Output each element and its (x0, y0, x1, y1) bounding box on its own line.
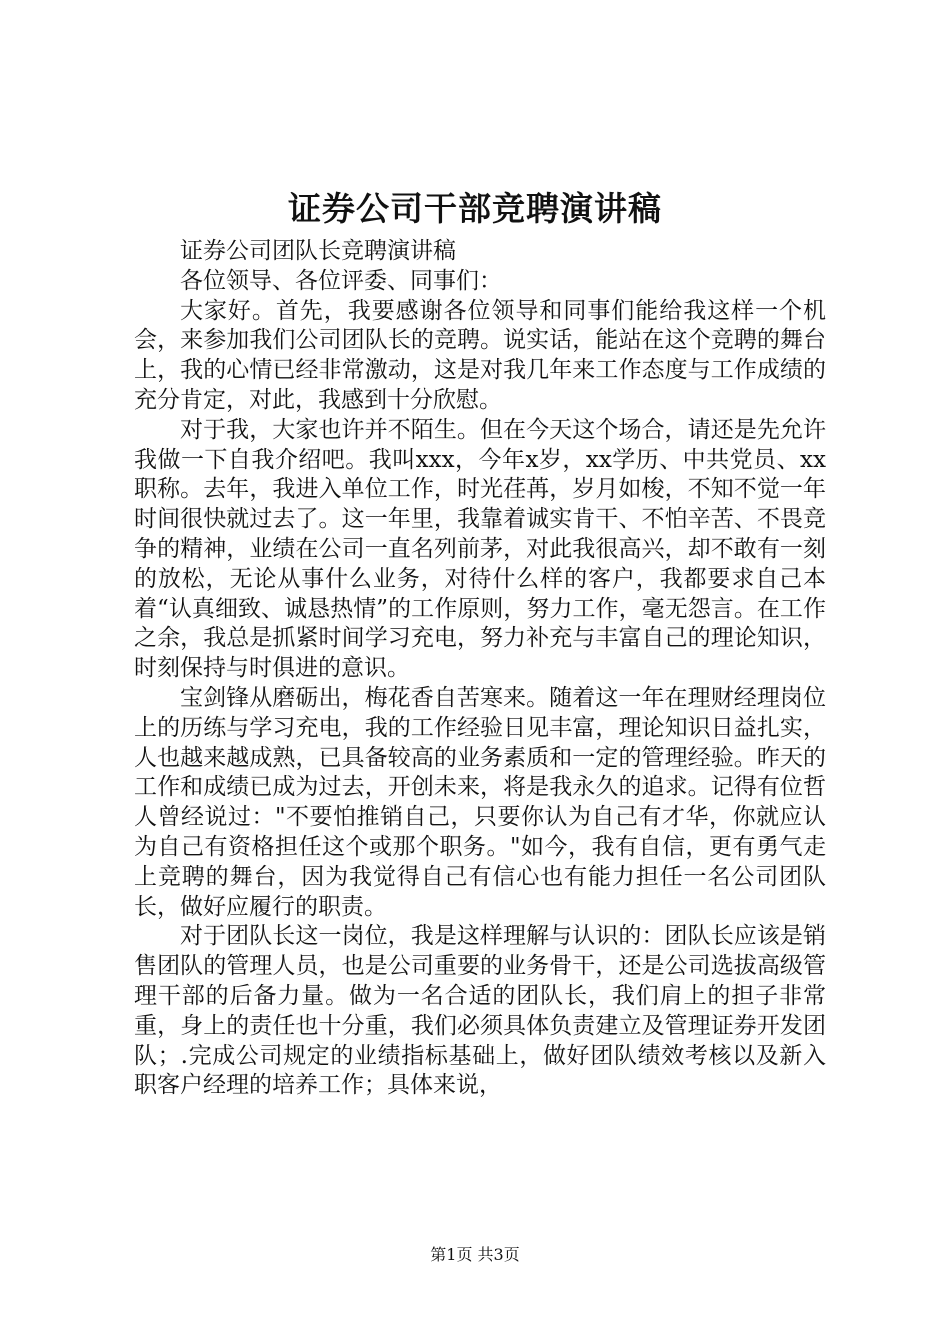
document-title: 证券公司干部竞聘演讲稿 (288, 189, 662, 228)
body-paragraph: 大家好。首先，我要感谢各位领导和同事们能给我这样一个机会，来参加我们公司团队长的竞聘。说实话，能站在这个竞聘的舞台上，我的心情已经非常激动，这是对我几年来工作态度与工作成绩的充分肯定，对此，我感到十分欣慰。 (134, 297, 826, 413)
body-paragraph: 宝剑锋从磨砺出，梅花香自苦寒来。随着这一年在理财经理岗位上的历练与学习充电，我的工作经验日见丰富，理论知识日益扎实，人也越来越成熟，已具备较高的业务素质和一定的管理经验。昨天的工作和成绩已成为过去，开创未来，将是我永久的追求。记得有位哲人曾经说过："不要怕推销自己，只要你认为自己有才华，你就应认为自己有资格担任这个或那个职务。"如今，我有自信，更有勇气走上竞聘的舞台，因为我觉得自己有信心也有能力担任一名公司团队长，做好应履行的职责。 (134, 684, 826, 920)
body-paragraph: 对于我，大家也许并不陌生。但在今天这个场合，请还是先允许我做一下自我介绍吧。我叫xxx，今年x岁，xx学历、中共党员、xx职称。去年，我进入单位工作，时光荏苒，岁月如梭，不知不觉一年时间很快就过去了。这一年里，我靠着诚实肯干、不怕辛苦、不畏竞争的精神，业绩在公司一直名列前茅，对此我很高兴，却不敢有一刻的放松，无论从事什么业务，对待什么样的客户，我都要求自己本着“认真细致、诚恳热情”的工作原则，努力工作，毫无怨言。在工作之余，我总是抓紧时间学习充电，努力补充与丰富自己的理论知识，时刻保持与时俱进的意识。 (134, 416, 826, 682)
salutation-paragraph: 各位领导、各位评委、同事们： (180, 267, 502, 294)
page-number-footer: 第1页 共3页 (430, 1245, 520, 1264)
body-paragraph: 对于团队长这一岗位，我是这样理解与认识的：团队长应该是销售团队的管理人员，也是公司重要的业务骨干，还是公司选拔高级管理干部的后备力量。做为一名合适的团队长，我们肩上的担子非常重，身上的责任也十分重，我们必须具体负责建立及管理证券开发团队；.完成公司规定的业绩指标基础上，做好团队绩效考核以及新入职客户经理的培养工作；具体来说， (134, 923, 826, 1099)
document-body (134, 237, 826, 1101)
subtitle-paragraph: 证券公司团队长竞聘演讲稿 (180, 238, 456, 264)
